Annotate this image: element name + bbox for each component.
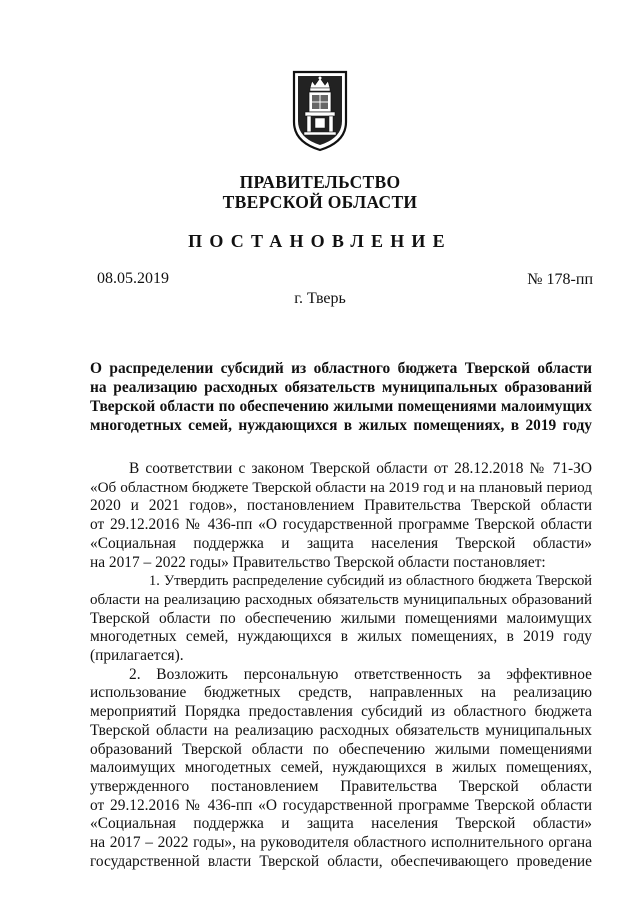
body-line: от 29.12.2016 № 436-пп «О государственной программе Тверской области	[90, 796, 592, 814]
government-name-line1: ПРАВИТЕЛЬСТВО	[239, 172, 401, 192]
document-number: № 178-пп	[527, 271, 593, 288]
document-city: г. Тверь	[294, 290, 346, 307]
tver-coat-of-arms-icon	[291, 70, 349, 152]
document-body	[90, 460, 592, 871]
title-line: многодетных семей, нуждающихся в жилых помещениях, в 2019 году	[90, 417, 592, 434]
document-title	[90, 359, 592, 435]
title-line: Тверской области по обеспечению жилыми помещениями малоимущих	[90, 398, 592, 415]
body-line: многодетных семей, нуждающихся в жилых помещениях, в 2019 году	[90, 628, 592, 646]
body-line: малоимущих многодетных семей, нуждающихся в жилых помещениях,	[90, 759, 592, 777]
body-line: «Социальная поддержка и защита населения Тверской области»	[90, 815, 592, 833]
government-name-line2: ТВЕРСКОЙ ОБЛАСТИ	[222, 192, 418, 212]
body-line: утвержденного постановлением Правительства Тверской области	[90, 777, 592, 795]
body-line: на 2017 – 2022 годы» Правительство Тверской области постановляет:	[90, 553, 546, 571]
body-line: 1. Утвердить распределение субсидий из областного бюджета Тверской	[149, 573, 592, 590]
body-line: 2. Возложить персональную ответственность за эффективное	[129, 665, 592, 683]
body-line: образований Тверской области по обеспечению жилыми помещениями	[90, 740, 592, 758]
body-line: «Социальная поддержка и защита населения Тверской области»	[90, 534, 592, 552]
body-line: мероприятий Порядка предоставления субсидий из областного бюджета	[90, 703, 592, 721]
body-line: области на реализацию расходных обязательств муниципальных образований	[90, 591, 592, 608]
title-line: на реализацию расходных обязательств муниципальных образований	[90, 379, 592, 396]
body-line: государственной власти Тверской области, обеспечивающего проведение	[90, 852, 592, 870]
document-type: ПОСТАНОВЛЕНИЕ	[188, 231, 452, 251]
body-line: «Об областном бюджете Тверской области на 2019 год и на плановый период	[90, 478, 592, 496]
body-line: 2020 и 2021 годов», постановлением Правительства Тверской области	[90, 497, 592, 515]
body-line: от 29.12.2016 № 436-пп «О государственной программе Тверской области	[90, 516, 592, 534]
body-line: Тверской области на реализацию расходных обязательств муниципальных	[90, 721, 592, 739]
document-date: 08.05.2019	[97, 270, 169, 287]
body-line: В соответствии с законом Тверской области от 28.12.2018 № 71-ЗО	[129, 460, 592, 477]
body-line: на 2017 – 2022 годы», на руководителя областного исполнительного органа	[90, 834, 592, 852]
body-line: (прилагается).	[90, 647, 184, 665]
title-line: О распределении субсидий из областного бюджета Тверской области	[90, 360, 592, 377]
body-line: использование бюджетных средств, направленных на реализацию	[90, 684, 592, 702]
body-line: Тверской области по обеспечению жилыми помещениями малоимущих	[90, 609, 592, 627]
